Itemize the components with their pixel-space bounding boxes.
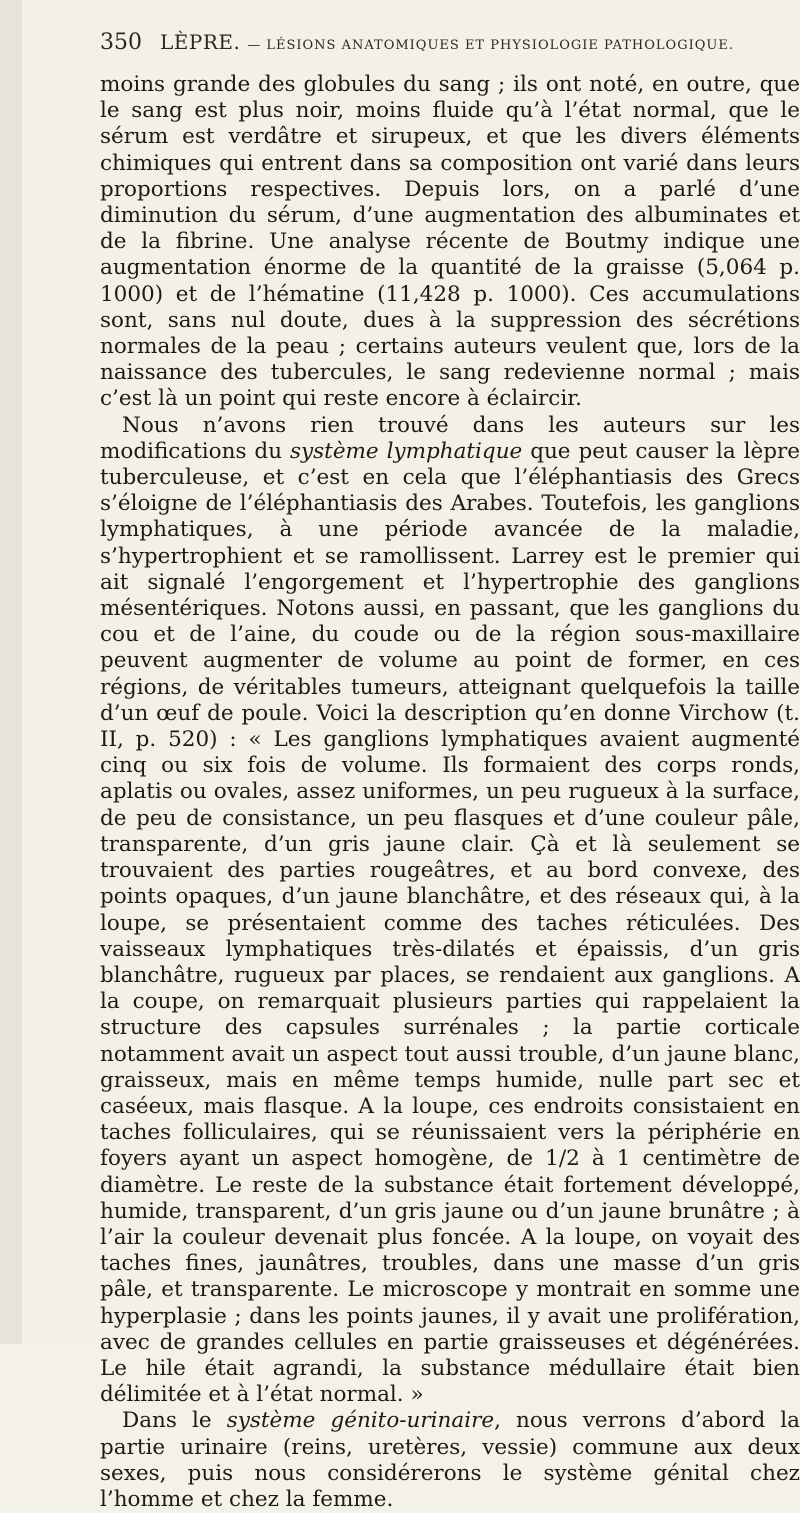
- paragraph-genito-urinary-system: [100, 1408, 800, 1513]
- body-text: [100, 72, 800, 1513]
- paragraph-text: Dans le: [122, 1408, 227, 1434]
- running-title: [160, 30, 734, 54]
- paragraph-blood: [100, 72, 800, 413]
- running-title-sub: — LÉSIONS ANATOMIQUES ET PHYSIOLOGIE PATHOLOGIQUE.: [247, 38, 734, 53]
- page-number: 350: [100, 30, 142, 55]
- paragraph-text: , nous verrons d’abord la partie urinaire (reins, uretères, vessie) commune aux deux sexes, puis nous considérerons le système génital chez l’homme et chez la femme.: [100, 1408, 800, 1512]
- running-header: [100, 30, 800, 64]
- paragraph-lymphatic-system: [100, 413, 800, 1409]
- paragraph-text: que peut causer la lèpre tuberculeuse, et c’est en cela que l’éléphantiasis des Grecs s’éloigne de l’éléphantiasis des Arabes. Toutefois, les ganglions lymphatiques, à une période avancée de la maladie, s’hypertrophient et se ramollissent. Larrey est le premier qui ait signalé l’engorgement et l’hypertrophie des ganglions mésentériques. Notons aussi, en passant, que les ganglions du cou et de l’aine, du coude ou de la région sous-maxillaire peuvent augmenter de volume au point de former, en ces régions, de véritables tumeurs, atteignant quelquefois la taille d’un œuf de poule. Voici la description qu’en donne Virchow (t. II, p. 520) : « Les ganglions lymphatiques avaient augmenté cinq ou six fois de volume. Ils formaient des corps ronds, aplatis ou ovales, assez uniformes, un peu rugueux à la surface, de peu de consistance, un peu flasques et d’une couleur pâle, transparente, d’un gris jaune clair. Çà et là seulement se trouvaient des parties rougeâtres, et au bord convexe, des points opaques, d’un jaune blanchâtre, et des réseaux qui, à la loupe, se présentaient comme des taches réticulées. Des vaisseaux lymphatiques très-dilatés et épaissis, d’un gris blanchâtre, rugueux par places, se rendaient aux ganglions. A la coupe, on remarquait plusieurs parties qui rappelaient la structure des capsules surrénales ; la partie corticale notamment avait un aspect tout aussi trouble, d’un jaune blanc, graisseux, mais en même temps humide, nulle part sec et caséeux, mais flasque. A la loupe, ces endroits consistaient en taches folliculaires, qui se réunissaient vers la périphérie en foyers ayant un aspect homogène, de 1/2 à 1 centimètre de diamètre. Le reste de la substance était fortement développé, humide, transparent, d’un gris jaune ou d’un jaune brunâtre ; à l’air la couleur devenait plus foncée. A la loupe, on voyait des taches fines, jaunâtres, troubles, dans une masse d’un gris pâle, et transparente. Le microscope y montrait en somme une hyperplasie ; dans les points jaunes, il y avait une prolifération, avec de grandes cellules en partie graisseuses et dégénérées. Le hile était agrandi, la substance médullaire était bien délimitée et à l’état normal. »: [100, 438, 800, 1408]
- running-title-main: LÈPRE.: [160, 30, 241, 54]
- italic-term: système lymphatique: [289, 438, 523, 464]
- paragraph-text: Nous n’avons rien trouvé dans les auteurs sur les modifications du: [100, 412, 800, 464]
- italic-term: système génito-urinaire: [226, 1408, 495, 1434]
- paragraph-text: moins grande des globules du sang ; ils ont noté, en outre, que le sang est plus noir, moins fluide qu’à l’état normal, que le sérum est verdâtre et sirupeux, et que les divers éléments chimiques qui entrent dans sa composition ont varié dans leurs proportions respectives. Depuis lors, on a parlé d’une diminution du sérum, d’une augmentation des albuminates et de la fibrine. Une analyse récente de Boutmy indique une augmentation énorme de la quantité de la graisse (5,064 p. 1000) et de l’hématine (11,428 p. 1000). Ces accumulations sont, sans nul doute, dues à la suppression des sécrétions normales de la peau ; certains auteurs veulent que, lors de la naissance des tubercules, le sang redevienne normal ; mais c’est là un point qui reste encore à éclaircir.: [100, 72, 800, 412]
